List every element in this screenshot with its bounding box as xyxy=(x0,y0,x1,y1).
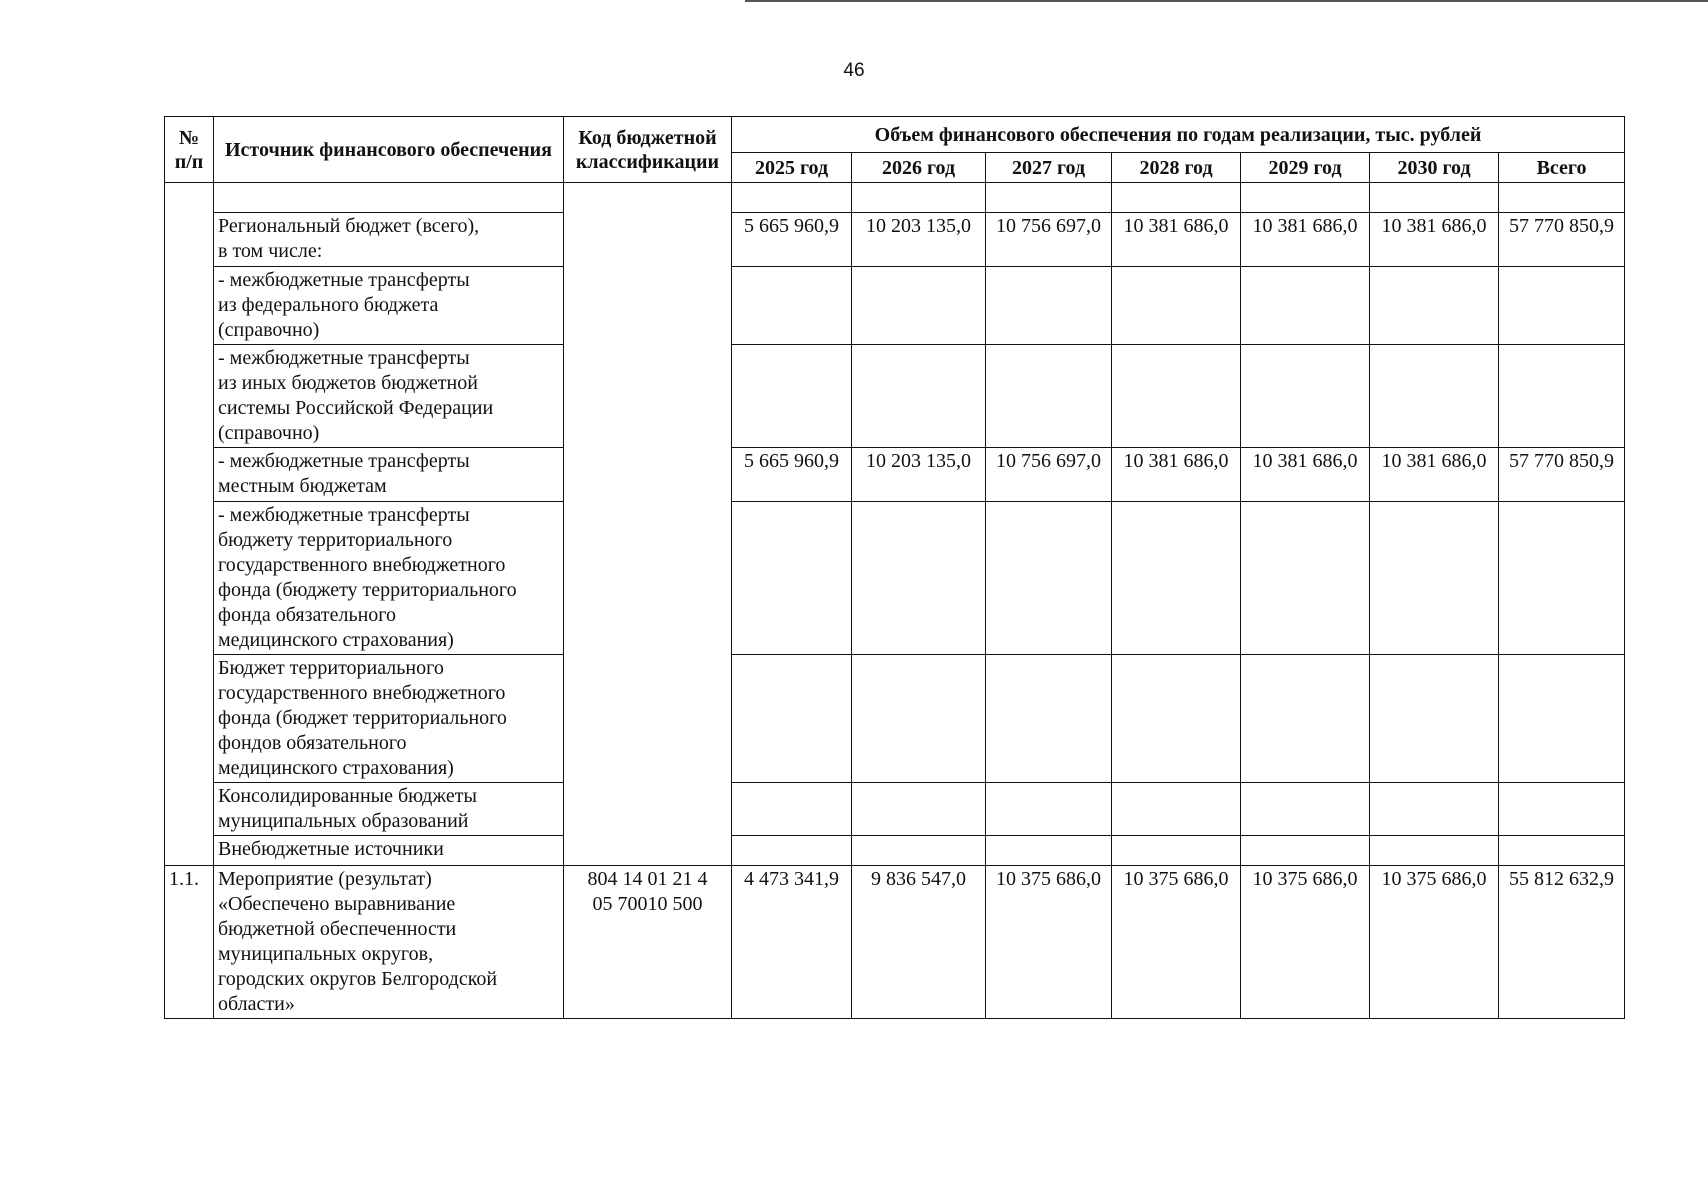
cell-value-2 xyxy=(986,783,1112,836)
cell-value-5 xyxy=(1370,783,1499,836)
source-line: Консолидированные бюджеты xyxy=(218,785,477,807)
cell-value-1: 9 836 547,0 xyxy=(852,866,986,1019)
table-row xyxy=(165,448,1625,502)
cell-value-6 xyxy=(1499,783,1625,836)
cell-value-2 xyxy=(986,345,1112,448)
cell-value-2 xyxy=(986,183,1112,213)
cell-value-6 xyxy=(1499,502,1625,655)
cell-value-6 xyxy=(1499,836,1625,866)
cell-value-2: 10 756 697,0 xyxy=(986,448,1112,502)
cell-value-0 xyxy=(732,267,852,345)
source-line: системы Российской Федерации xyxy=(218,397,494,419)
cell-value-4: 10 375 686,0 xyxy=(1241,866,1370,1019)
source-line: (справочно) xyxy=(218,319,320,341)
table-row xyxy=(165,183,1625,213)
source-line: - межбюджетные трансферты xyxy=(218,269,470,291)
cell-value-1 xyxy=(852,783,986,836)
source-line: Внебюджетные источники xyxy=(218,838,444,860)
cell-value-6: 57 770 850,9 xyxy=(1499,213,1625,267)
cell-value-3: 10 375 686,0 xyxy=(1112,866,1241,1019)
cell-code xyxy=(564,183,732,866)
cell-value-2: 10 756 697,0 xyxy=(986,213,1112,267)
source-line: Региональный бюджет (всего), xyxy=(218,215,480,237)
cell-value-5: 10 381 686,0 xyxy=(1370,213,1499,267)
cell-value-1 xyxy=(852,183,986,213)
source-line: - межбюджетные трансферты xyxy=(218,347,470,369)
cell-value-2 xyxy=(986,502,1112,655)
cell-value-3 xyxy=(1112,267,1241,345)
cell-source xyxy=(214,213,564,267)
table-row xyxy=(165,866,1625,1019)
cell-value-0 xyxy=(732,502,852,655)
table-header xyxy=(165,117,1625,183)
cell-value-2 xyxy=(986,267,1112,345)
cell-value-4 xyxy=(1241,783,1370,836)
cell-source xyxy=(214,345,564,448)
cell-value-4 xyxy=(1241,655,1370,783)
source-line: (справочно) xyxy=(218,422,320,444)
source-line: бюджету территориального xyxy=(218,529,453,551)
cell-value-5 xyxy=(1370,183,1499,213)
cell-value-3: 10 381 686,0 xyxy=(1112,448,1241,502)
cell-value-3 xyxy=(1112,836,1241,866)
source-line: фондов обязательного xyxy=(218,732,407,754)
cell-value-6 xyxy=(1499,267,1625,345)
cell-source xyxy=(214,183,564,213)
cell-value-5 xyxy=(1370,836,1499,866)
cell-value-1 xyxy=(852,655,986,783)
table-row xyxy=(165,655,1625,783)
source-line: фонда обязательного xyxy=(218,604,396,626)
cell-value-3 xyxy=(1112,183,1241,213)
source-line: муниципальных округов, xyxy=(218,943,434,965)
cell-source xyxy=(214,267,564,345)
cell-value-5 xyxy=(1370,345,1499,448)
source-line: - межбюджетные трансферты xyxy=(218,450,470,472)
code-line: 804 14 01 21 4 xyxy=(587,868,708,890)
financing-table xyxy=(164,116,1625,1019)
cell-value-0 xyxy=(732,183,852,213)
source-line: государственного внебюджетного xyxy=(218,554,506,576)
source-line: местным бюджетам xyxy=(218,475,387,497)
cell-value-4 xyxy=(1241,345,1370,448)
cell-source xyxy=(214,448,564,502)
cell-value-4 xyxy=(1241,502,1370,655)
cell-source xyxy=(214,502,564,655)
header-year-2: 2027 год xyxy=(986,153,1112,183)
cell-no: 1.1. xyxy=(165,866,214,1019)
source-line: медицинского страхования) xyxy=(218,757,454,779)
header-source: Источник финансового обеспечения xyxy=(214,117,564,183)
cell-value-0: 5 665 960,9 xyxy=(732,448,852,502)
cell-value-3 xyxy=(1112,345,1241,448)
source-line: Бюджет территориального xyxy=(218,657,444,679)
cell-value-4 xyxy=(1241,836,1370,866)
source-line: области» xyxy=(218,993,295,1015)
cell-value-0 xyxy=(732,836,852,866)
cell-value-3: 10 381 686,0 xyxy=(1112,213,1241,267)
code-line: 05 70010 500 xyxy=(592,893,703,915)
table-row xyxy=(165,213,1625,267)
header-code: Код бюджетной классификации xyxy=(564,117,732,183)
header-no: № п/п xyxy=(165,117,214,183)
header-year-0: 2025 год xyxy=(732,153,852,183)
header-year-4: 2029 год xyxy=(1241,153,1370,183)
cell-value-4: 10 381 686,0 xyxy=(1241,448,1370,502)
cell-source xyxy=(214,655,564,783)
table-row xyxy=(165,783,1625,836)
cell-value-3 xyxy=(1112,783,1241,836)
cell-source xyxy=(214,836,564,866)
source-line: городских округов Белгородской xyxy=(218,968,498,990)
cell-value-2 xyxy=(986,836,1112,866)
cell-value-3 xyxy=(1112,502,1241,655)
source-line: «Обеспечено выравнивание xyxy=(218,893,456,915)
source-line: в том числе: xyxy=(218,240,323,262)
cell-value-2 xyxy=(986,655,1112,783)
cell-value-4 xyxy=(1241,267,1370,345)
source-line: медицинского страхования) xyxy=(218,629,454,651)
source-line: Мероприятие (результат) xyxy=(218,868,432,890)
source-line: фонда (бюджет территориального xyxy=(218,707,507,729)
source-line: государственного внебюджетного xyxy=(218,682,506,704)
source-line: муниципальных образований xyxy=(218,810,469,832)
cell-no xyxy=(165,183,214,866)
header-year-1: 2026 год xyxy=(852,153,986,183)
source-line: - межбюджетные трансферты xyxy=(218,504,470,526)
cell-value-5 xyxy=(1370,502,1499,655)
cell-value-1 xyxy=(852,267,986,345)
cell-value-4 xyxy=(1241,183,1370,213)
source-line: из федерального бюджета xyxy=(218,294,439,316)
cell-value-1 xyxy=(852,836,986,866)
cell-source xyxy=(214,866,564,1019)
header-year-5: 2030 год xyxy=(1370,153,1499,183)
cell-value-4: 10 381 686,0 xyxy=(1241,213,1370,267)
cell-value-6: 57 770 850,9 xyxy=(1499,448,1625,502)
cell-value-5 xyxy=(1370,655,1499,783)
table-body xyxy=(165,183,1625,1019)
cell-value-5: 10 375 686,0 xyxy=(1370,866,1499,1019)
header-year-6: Всего xyxy=(1499,153,1625,183)
table-row xyxy=(165,267,1625,345)
cell-value-6: 55 812 632,9 xyxy=(1499,866,1625,1019)
cell-source xyxy=(214,783,564,836)
table-row xyxy=(165,502,1625,655)
cell-value-5 xyxy=(1370,267,1499,345)
cell-value-0: 4 473 341,9 xyxy=(732,866,852,1019)
top-rule xyxy=(745,0,1708,2)
header-volume: Объем финансового обеспечения по годам реализации, тыс. рублей xyxy=(732,117,1625,153)
source-line: фонда (бюджету территориального xyxy=(218,579,517,601)
cell-value-1: 10 203 135,0 xyxy=(852,213,986,267)
cell-value-0: 5 665 960,9 xyxy=(732,213,852,267)
cell-value-1: 10 203 135,0 xyxy=(852,448,986,502)
cell-value-0 xyxy=(732,655,852,783)
table-row xyxy=(165,345,1625,448)
cell-value-2: 10 375 686,0 xyxy=(986,866,1112,1019)
table-row xyxy=(165,836,1625,866)
header-year-3: 2028 год xyxy=(1112,153,1241,183)
cell-value-0 xyxy=(732,783,852,836)
page-number: 46 xyxy=(843,60,865,81)
cell-value-0 xyxy=(732,345,852,448)
cell-value-6 xyxy=(1499,655,1625,783)
cell-value-6 xyxy=(1499,345,1625,448)
cell-value-5: 10 381 686,0 xyxy=(1370,448,1499,502)
cell-value-1 xyxy=(852,345,986,448)
source-line: из иных бюджетов бюджетной xyxy=(218,372,478,394)
cell-code xyxy=(564,866,732,1019)
cell-value-3 xyxy=(1112,655,1241,783)
cell-value-1 xyxy=(852,502,986,655)
cell-value-6 xyxy=(1499,183,1625,213)
source-line: бюджетной обеспеченности xyxy=(218,918,457,940)
